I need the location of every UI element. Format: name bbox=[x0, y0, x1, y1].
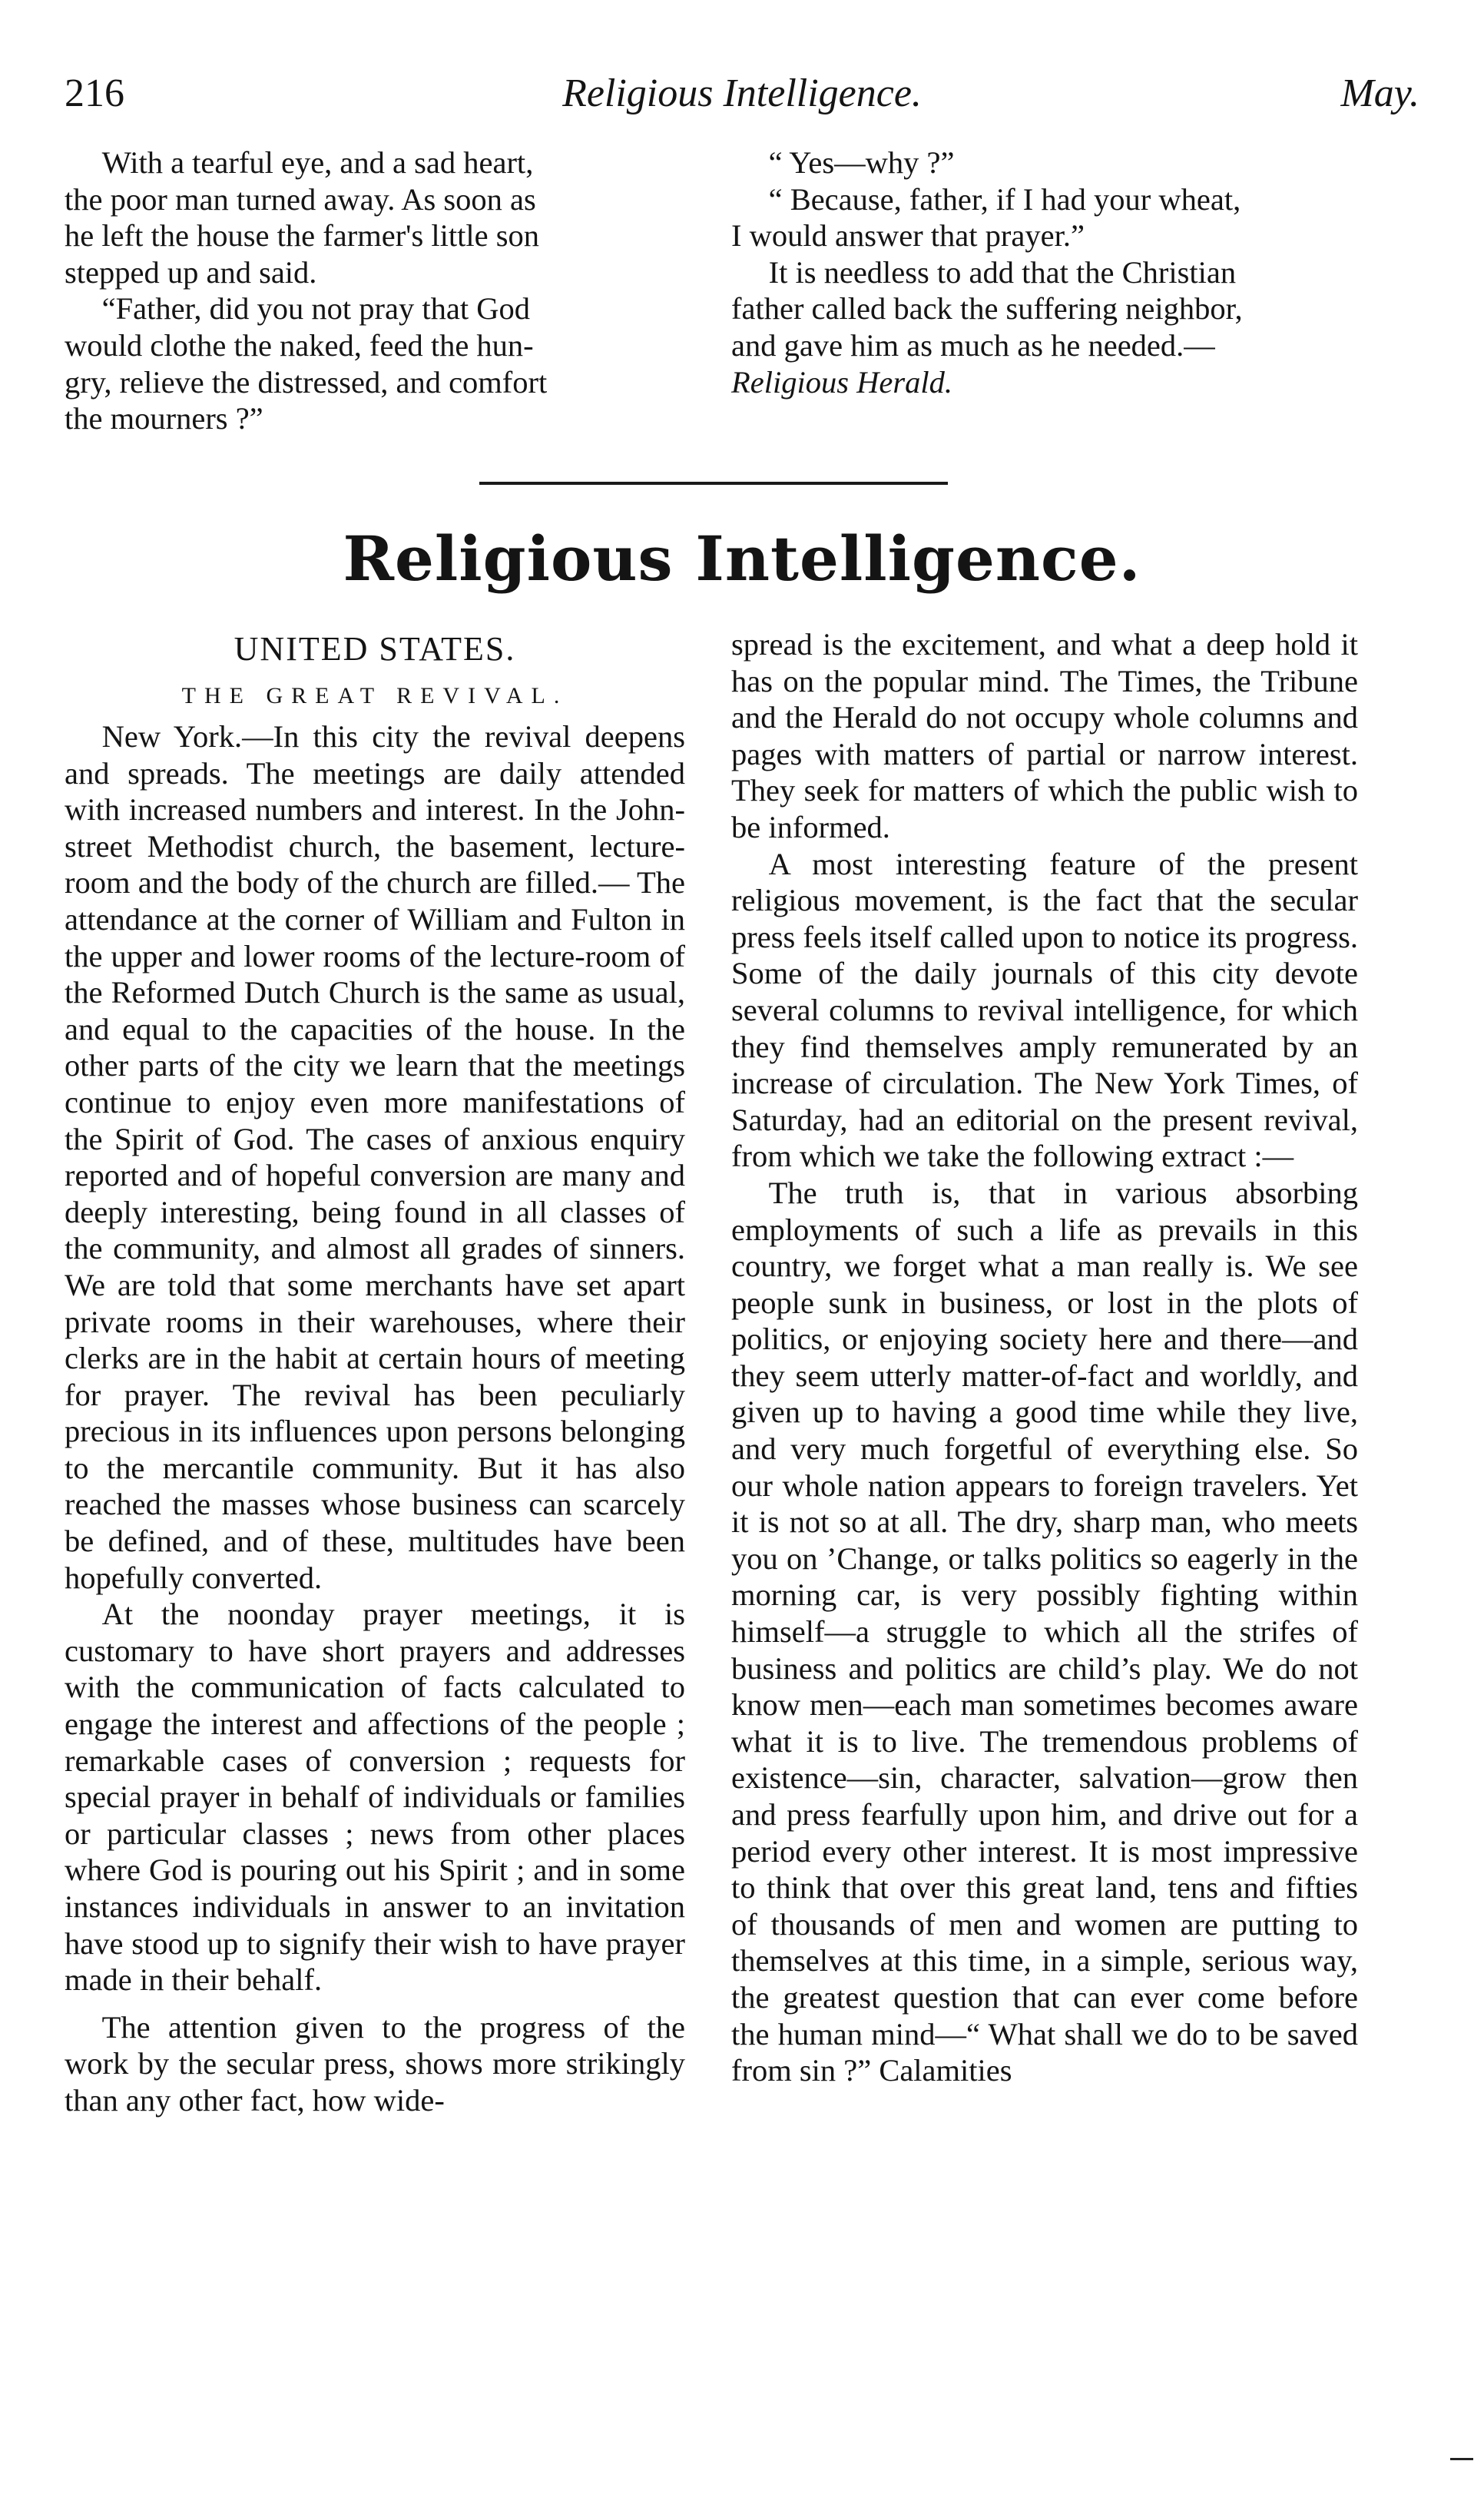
continued-story-right bbox=[731, 144, 1358, 400]
article-column-left bbox=[65, 626, 685, 2119]
text-line: I would answer that prayer.” bbox=[731, 218, 1085, 254]
edge-mark bbox=[1450, 2458, 1473, 2460]
text-line: the poor man turned away. As soon as bbox=[65, 181, 536, 217]
continued-story-left bbox=[65, 144, 685, 437]
running-title: Religious Intelligence. bbox=[562, 71, 922, 115]
text-line: and gave him as much as he needed.— bbox=[731, 327, 1215, 363]
article-paragraph: The attention given to the progress of the work by the secular press, shows more strikingly than any other fact, how wide- bbox=[65, 2009, 685, 2118]
article-paragraph: At the noonday prayer meetings, it is customary to have short prayers and addresses with the communication of facts calculated to engage the interest and affections of the people ; remarkable cases of conversion ; requests for special prayer in behalf of individuals or families or particular classes ; news from other places where God is pouring out his Spirit ; and in some instances individuals in answer to an invitation have stood up to signify their wish to have prayer made in their behalf. bbox=[65, 1597, 685, 1998]
running-header bbox=[65, 71, 1419, 132]
text-line: gry, relieve the distressed, and comfort bbox=[65, 364, 548, 400]
section-title: Religious Intelligence. bbox=[343, 522, 1141, 595]
text-line: “ Because, father, if I had your wheat, bbox=[768, 181, 1241, 217]
text-line: It is needless to add that the Christian bbox=[768, 254, 1237, 290]
source-credit: Religious Herald. bbox=[731, 364, 952, 400]
text-line: With a tearful eye, and a sad heart, bbox=[101, 145, 534, 180]
country-heading: UNITED STATES. bbox=[234, 630, 516, 668]
article-paragraph: spread is the excitement, and what a deep hold it has on the popular mind. The Times, the Tribune and the Herald do not occupy whole columns and pages with matters of partial or narrow interest. They seek for matters of which the public wish to be informed. bbox=[731, 627, 1358, 844]
section-divider bbox=[479, 482, 948, 485]
text-line: stepped up and said. bbox=[65, 254, 317, 290]
article-paragraph: The truth is, that in various absorbing employments of such a life as prevails in this country, we forget what a man really is. We see people sunk in business, or lost in the plots of politics, or enjoying society here and there—and they seem utterly matter-of-fact and worldly, and given up to having a good time while they live, and very much forgetful of everything else. So our whole nation appears to foreign travelers. Yet it is not so at all. The dry, sharp man, who meets you on ’Change, or talks politics so eagerly in the morning car, is very possibly fighting within himself—a struggle to which all the strifes of business and politics are child’s play. We do not know men—each man sometimes becomes aware what it is to live. The tremendous problems of existence—sin, character, salvation—grow then and press fearfully upon him, and drive out for a period every other interest. It is most impressive to think that over this great land, tens and fifties of thousands of men and women are putting to themselves at this time, in a simple, serious way, the greatest question that can ever come before the human mind—“ What shall we do to be saved from sin ?” Calamities bbox=[731, 1175, 1358, 2088]
article-paragraph: A most interesting feature of the present religious movement, is the fact that the secular press feels itself called upon to notice its progress. Some of the daily journals of this city devote several columns to revival intelligence, for which they find themselves amply remunerated by an increase of circulation. The New York Times, of Saturday, had an editorial on the present revival, from which we take the following extract :— bbox=[731, 846, 1358, 1174]
text-line: “Father, did you not pray that God bbox=[101, 291, 530, 327]
article-column-right bbox=[731, 626, 1358, 2089]
text-line: would clothe the naked, feed the hun- bbox=[65, 327, 534, 363]
text-line: “ Yes—why ?” bbox=[768, 145, 955, 180]
running-month: May. bbox=[1340, 71, 1419, 115]
text-line: father called back the suffering neighbor, bbox=[731, 291, 1243, 327]
text-line: he left the house the farmer's little son bbox=[65, 218, 539, 254]
article-heading: THE GREAT REVIVAL. bbox=[181, 683, 568, 708]
article-paragraph: New York.—In this city the revival deepens and spreads. The meetings are daily attended with increased numbers and interest. In the John-street Methodist church, the basement, lecture-room and the body of the church are filled.— The attendance at the corner of William and Fulton in the upper and lower rooms of the lecture-room of the Reformed Dutch Church is the same as usual, and equal to the capacities of the house. In the other parts of the city we learn that the meetings continue to enjoy even more manifestations of the Spirit of God. The cases of anxious enquiry reported and of hopeful conversion are many and deeply interesting, being found in all classes of the community, and almost all grades of sinners. We are told that some merchants have set apart private rooms in their warehouses, where their clerks are in the habit at certain hours of meeting for prayer. The revival has been peculiarly precious in its influences upon persons belonging to the mercantile community. But it has also reached the masses whose business can scarcely be defined, and of these, multitudes have been hopefully converted. bbox=[65, 719, 685, 1595]
page-number: 216 bbox=[65, 71, 124, 115]
text-line: the mourners ?” bbox=[65, 401, 263, 436]
